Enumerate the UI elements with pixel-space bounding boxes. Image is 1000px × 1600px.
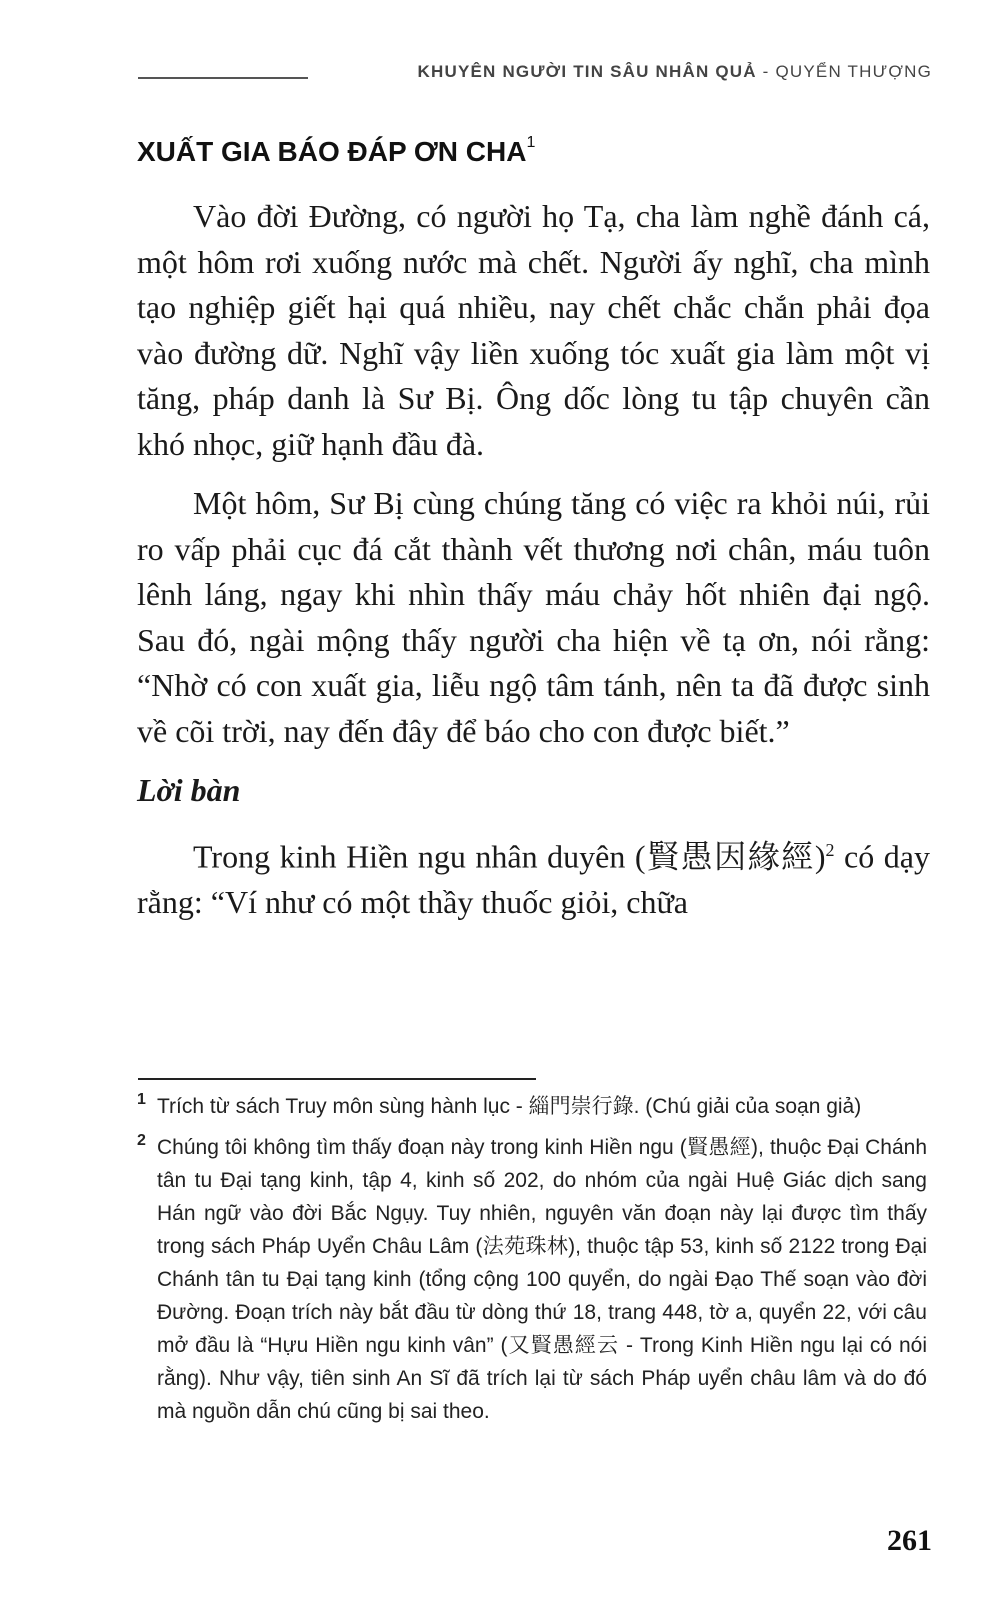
- footnote-rule: [138, 1078, 536, 1080]
- section-title-footnote-ref: 1: [526, 133, 536, 151]
- paragraph-3-footnote-ref: 2: [825, 839, 835, 860]
- running-head: [418, 62, 932, 82]
- paragraph-1: Vào đời Đường, có người họ Tạ, cha làm nghề đánh cá, một hôm rơi xuống nước mà chết. Người ấy nghĩ, cha mình tạo nghiệp giết hại quá nhiều, nay chết chắc chắn phải đọa vào đường dữ. Nghĩ vậy liền xuống tóc xuất gia làm một vị tăng, pháp danh là Sư Bị. Ông dốc lòng tu tập chuyên cần khó nhọc, giữ hạnh đầu đà.: [137, 198, 930, 462]
- running-head-separator: -: [756, 62, 776, 81]
- footnote-1-number: 1: [137, 1091, 146, 1108]
- footnote-1: [137, 1090, 927, 1123]
- footnotes: [137, 1090, 927, 1436]
- body-text: [137, 194, 930, 925]
- paragraph-2: Một hôm, Sư Bị cùng chúng tăng có việc ra khỏi núi, rủi ro vấp phải cục đá cắt thành vết thương nơi chân, máu tuôn lênh láng, ngay khi nhìn thấy máu chảy hốt nhiên đại ngộ. Sau đó, ngài mộng thấy người cha hiện về tạ ơn, nói rằng: “Nhờ có con xuất gia, liễu ngộ tâm tánh, nên ta đã được sinh về cõi trời, nay đến đây để báo cho con được biết.”: [137, 485, 930, 749]
- footnote-1-text: Trích từ sách Truy môn sùng hành lục - 緇門崇行錄. (Chú giải của soạn giả): [157, 1095, 862, 1118]
- paragraph-3-text: Trong kinh Hiền ngu nhân duyên (賢愚因緣經): [193, 838, 826, 875]
- footnote-2-text: Chúng tôi không tìm thấy đoạn này trong kinh Hiền ngu (賢愚經), thuộc Đại Chánh tân tu Đại tạng kinh, tập 4, kinh số 202, do nhóm của ngài Huệ Giác dịch sang Hán ngữ vào đời Bắc Ngụy. Tuy nhiên, nguyên văn đoạn này lại được tìm thấy trong sách Pháp Uyển Châu Lâm (法苑珠林), thuộc tập 53, kinh số 2122 trong Đại Chánh tân tu Đại tạng kinh (tổng cộng 100 quyển, do ngài Đạo Thế soạn vào đời Đường. Đoạn trích này bắt đầu từ dòng thứ 18, trang 448, tờ a, quyển 22, với câu mở đầu là “Hựu Hiền ngu kinh vân” (又賢愚經云 - Trong Kinh Hiền ngu lại có nói rằng). Như vậy, tiên sinh An Sĩ đã trích lại từ sách Pháp uyển châu lâm và do đó mà nguồn dẫn chú cũng bị sai theo.: [157, 1136, 927, 1423]
- running-head-title: KHUYÊN NGƯỜI TIN SÂU NHÂN QUẢ: [417, 62, 757, 81]
- running-head-subtitle: QUYỂN THƯỢNG: [775, 62, 932, 81]
- footnote-2: [137, 1131, 927, 1428]
- footnote-2-number: 2: [137, 1132, 146, 1149]
- paragraph-3: [137, 828, 930, 926]
- section-title-text: XUẤT GIA BÁO ĐÁP ƠN CHA: [137, 136, 527, 167]
- page-number: 261: [887, 1524, 932, 1557]
- header-rule: [138, 77, 308, 79]
- subheading-commentary: Lời bàn: [137, 772, 241, 808]
- section-title: [137, 133, 536, 168]
- paragraph-3-continuation: có dạy rằng: “Ví như có một thầy thuốc giỏi, chữa: [137, 838, 930, 920]
